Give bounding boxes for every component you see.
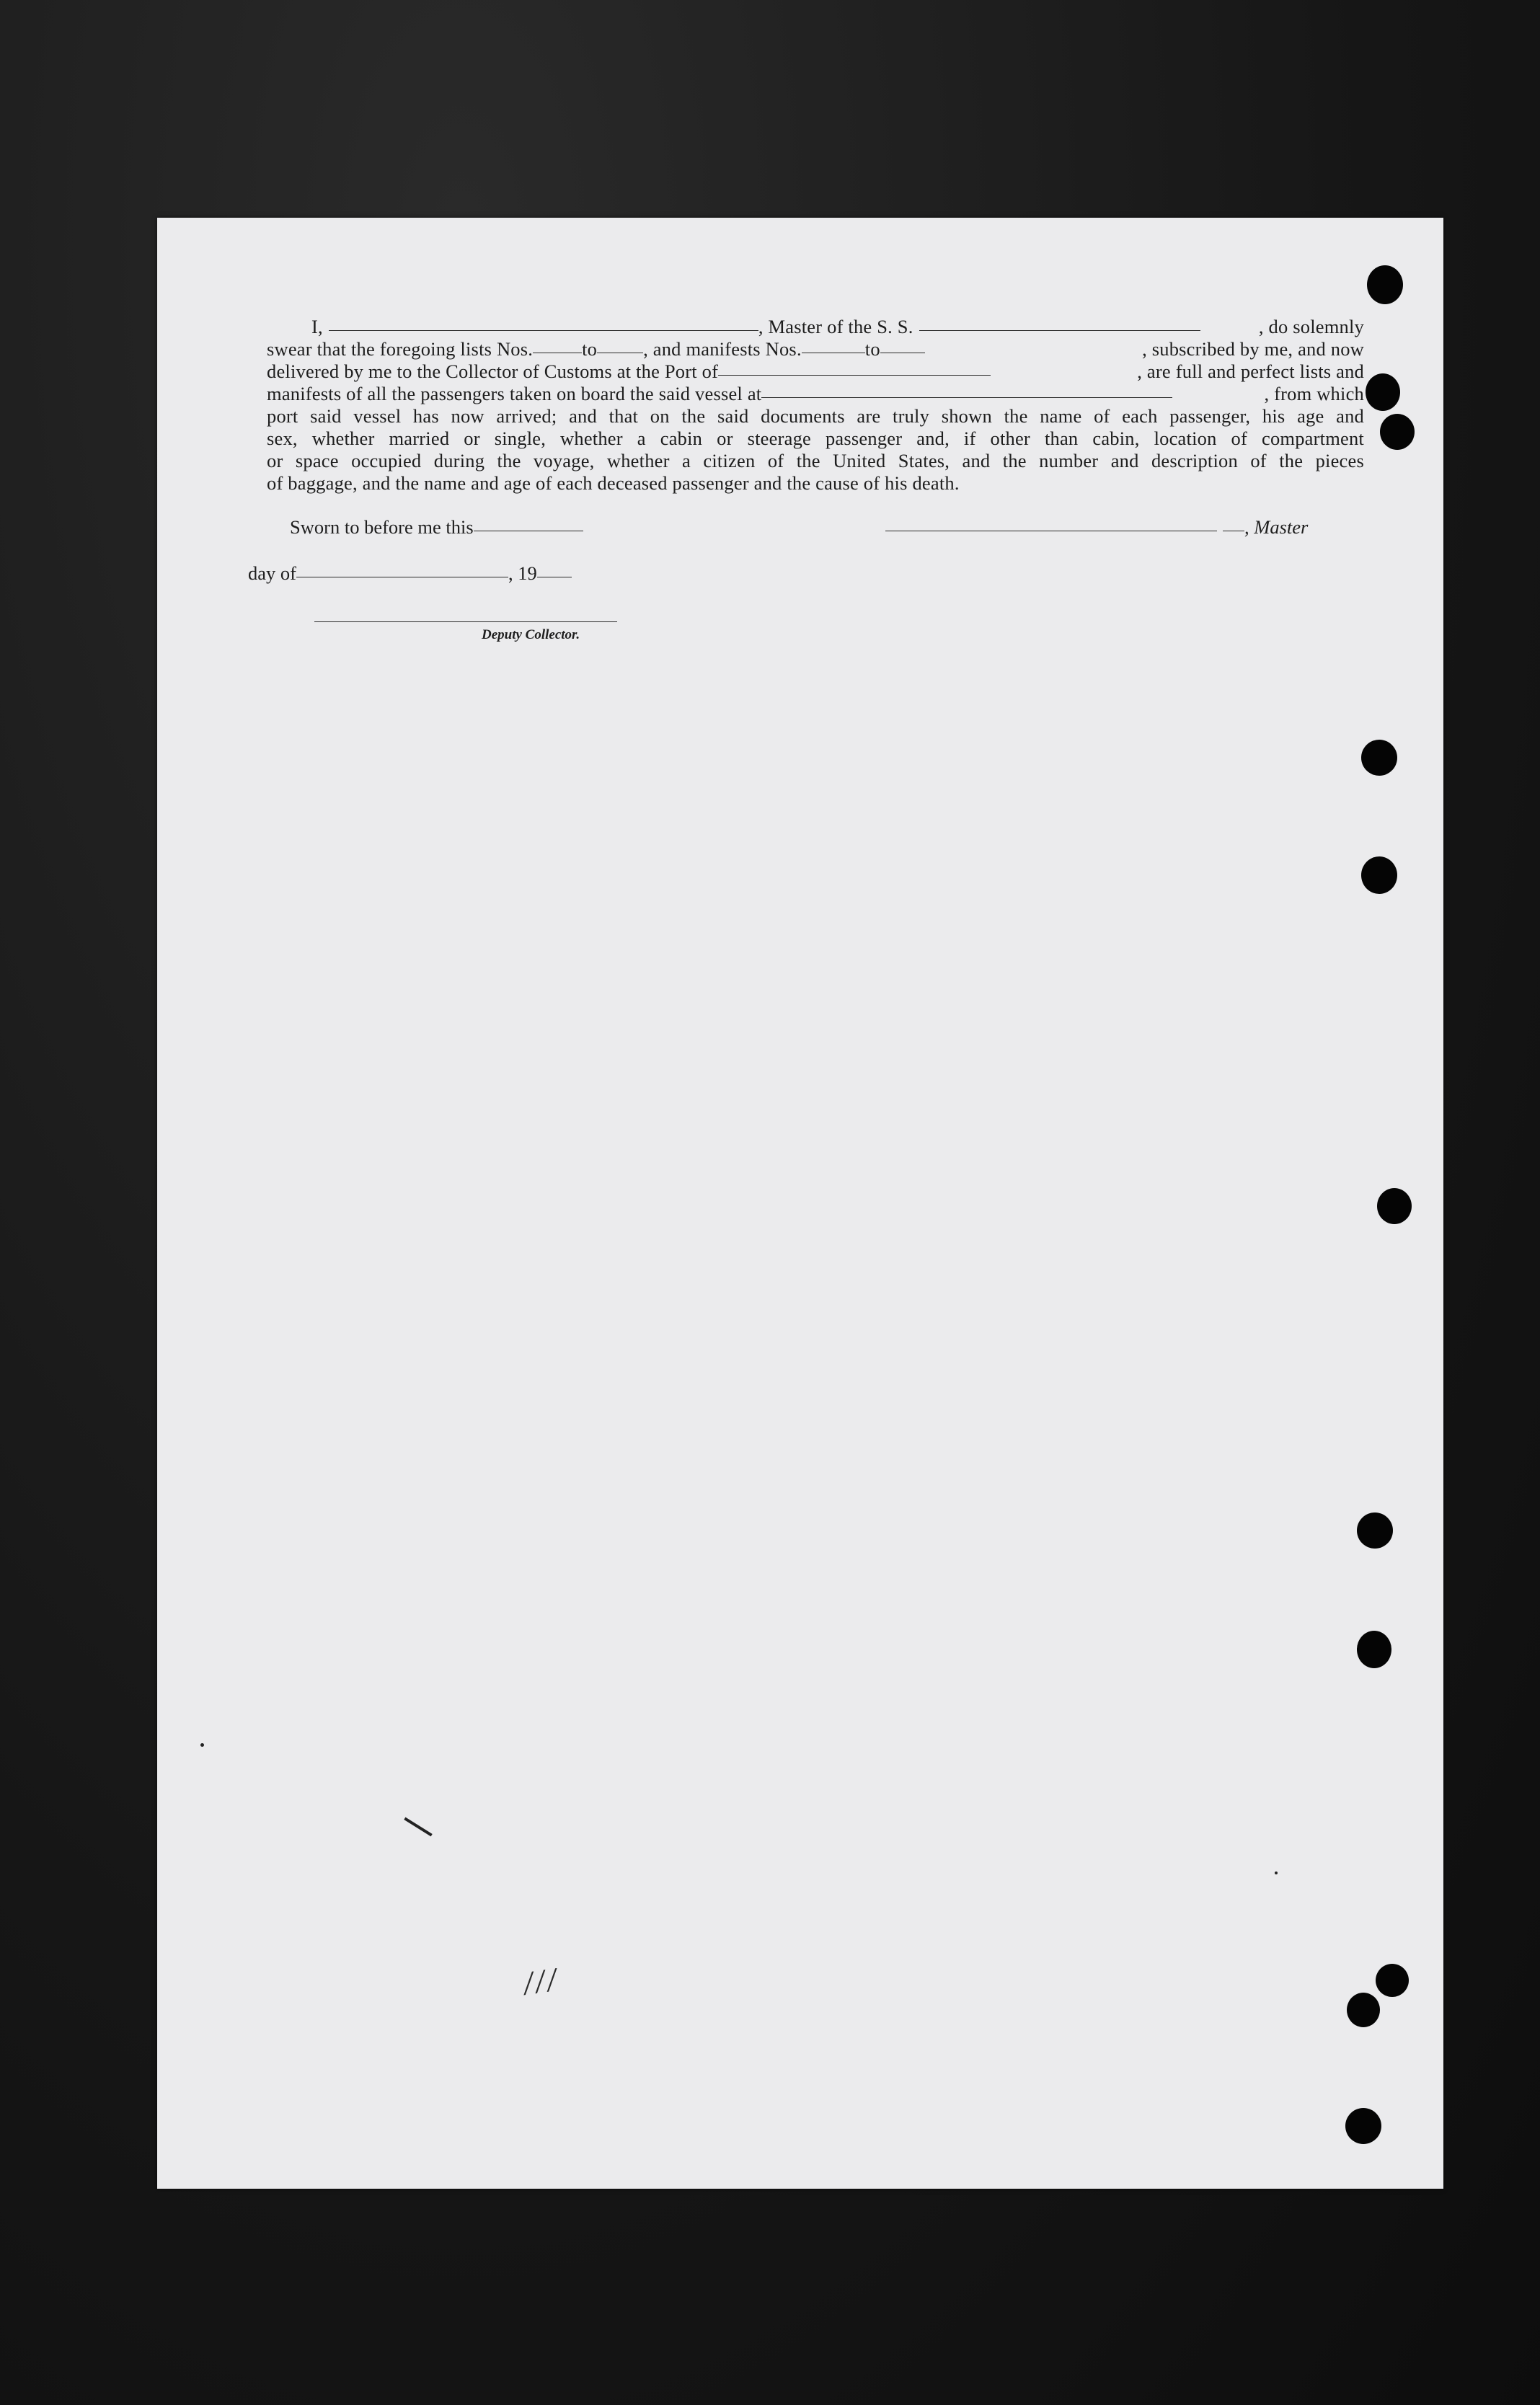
oath-line-4 bbox=[267, 383, 1364, 405]
oath-paragraph bbox=[267, 316, 1364, 495]
oath-text-full-perfect: , are full and perfect lists and bbox=[1137, 360, 1364, 382]
day-of-row bbox=[248, 562, 572, 585]
year-prefix: , 19 bbox=[508, 562, 537, 584]
speck bbox=[200, 1743, 204, 1747]
name-blank[interactable] bbox=[329, 330, 758, 331]
punch-hole bbox=[1367, 265, 1403, 304]
sworn-row bbox=[290, 516, 583, 539]
punch-hole bbox=[1377, 1188, 1412, 1224]
oath-line-2 bbox=[267, 338, 1364, 360]
punch-hole bbox=[1376, 1964, 1409, 1997]
oath-text-master-of: , Master of the S. S. bbox=[758, 316, 913, 337]
master-signature-row bbox=[885, 516, 1308, 539]
departure-port-blank[interactable] bbox=[761, 397, 1172, 398]
deputy-signature-line[interactable] bbox=[314, 621, 617, 622]
oath-text-to-1: to bbox=[582, 338, 598, 360]
oath-line-5: port said vessel has now arrived; and that on the said documents are truly shown the name of each passenger, his age and bbox=[267, 405, 1364, 427]
punch-hole bbox=[1366, 373, 1400, 411]
oath-text-i: I, bbox=[311, 316, 323, 337]
sworn-text: Sworn to before me this bbox=[290, 516, 474, 538]
punch-hole bbox=[1361, 740, 1397, 776]
speck bbox=[1275, 1872, 1278, 1874]
oath-text-subscribed: , subscribed by me, and now bbox=[1142, 338, 1364, 360]
oath-text-lists-nos: swear that the foregoing lists Nos. bbox=[267, 338, 534, 360]
day-of-text: day of bbox=[248, 562, 296, 584]
manifest-page bbox=[157, 218, 1443, 2189]
oath-text-from-which: , from which bbox=[1264, 383, 1364, 404]
deputy-collector-label: Deputy Collector. bbox=[482, 627, 580, 642]
punch-hole bbox=[1357, 1631, 1391, 1668]
punch-hole bbox=[1345, 2108, 1381, 2144]
oath-text-manifests-nos: , and manifests Nos. bbox=[643, 338, 802, 360]
port-blank[interactable] bbox=[718, 375, 991, 376]
oath-text-manifests-of: manifests of all the passengers taken on board the said vessel at bbox=[267, 383, 762, 404]
oath-text-delivered: delivered by me to the Collector of Customs at the Port of bbox=[267, 360, 719, 382]
master-label: , Master bbox=[1244, 516, 1309, 538]
oath-line-3 bbox=[267, 360, 1364, 383]
punch-hole bbox=[1380, 414, 1415, 450]
punch-hole bbox=[1361, 856, 1397, 894]
oath-text-to-2: to bbox=[864, 338, 880, 360]
ship-name-blank[interactable] bbox=[919, 330, 1200, 331]
oath-line-7: or space occupied during the voyage, whether a citizen of the United States, and the number and description of the pieces bbox=[267, 450, 1364, 471]
punch-hole bbox=[1357, 1512, 1393, 1549]
oath-line-1 bbox=[267, 316, 1364, 338]
oath-line-6: sex, whether married or single, whether a cabin or steerage passenger and, if other than cabin, location of compartment bbox=[267, 428, 1364, 449]
oath-text-do-solemnly: , do solemnly bbox=[1258, 316, 1364, 337]
oath-line-8: of baggage, and the name and age of each deceased passenger and the cause of his death. bbox=[267, 472, 960, 494]
handwritten-mark: / / / bbox=[521, 1961, 556, 2002]
pen-stroke bbox=[404, 1817, 432, 1837]
punch-hole bbox=[1347, 1993, 1380, 2027]
